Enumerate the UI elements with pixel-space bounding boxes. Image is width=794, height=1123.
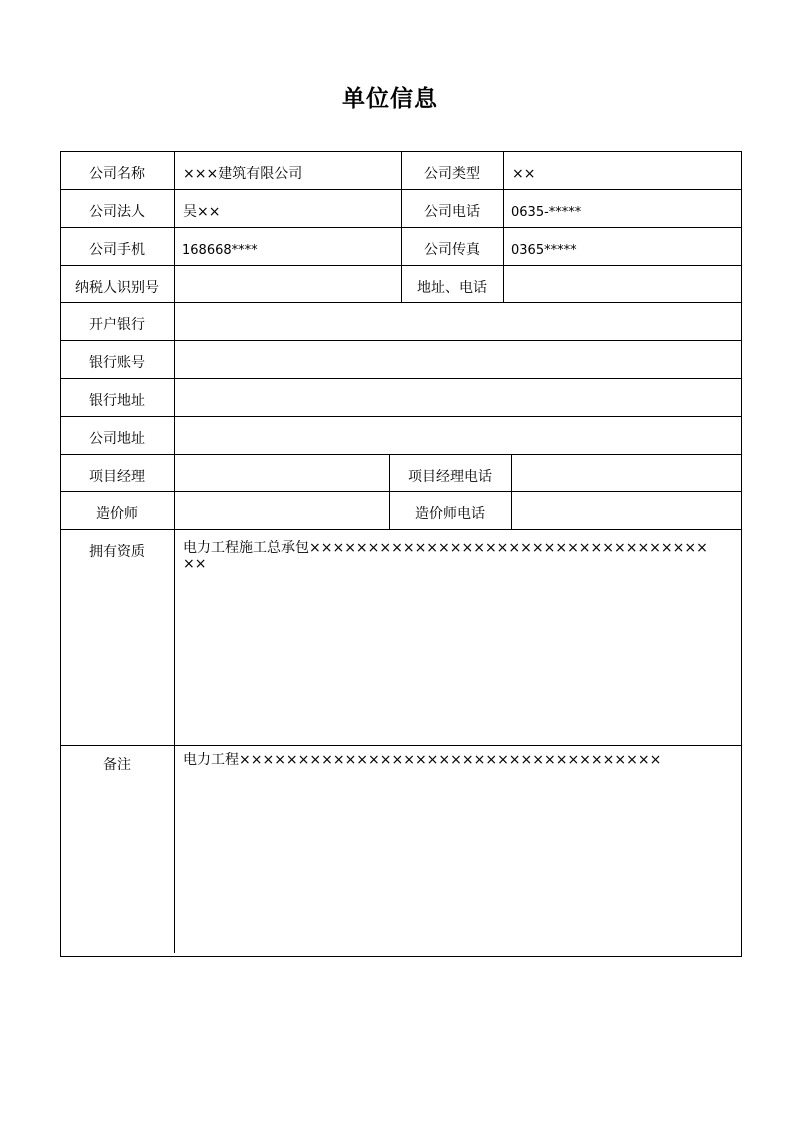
remarks-value: 电力工程×××××××××××××××××××××××××××××××××××× bbox=[183, 752, 662, 768]
company-phone-label: 公司电话 bbox=[424, 204, 480, 220]
row-divider bbox=[60, 529, 742, 530]
remarks-label: 备注 bbox=[103, 757, 131, 773]
company-fax-label: 公司传真 bbox=[424, 242, 480, 258]
company-name-value: ×××建筑有限公司 bbox=[183, 166, 303, 182]
column-divider bbox=[503, 151, 504, 302]
company-phone-value: 0635-***** bbox=[511, 205, 582, 220]
column-divider bbox=[174, 151, 175, 953]
row-divider bbox=[60, 491, 742, 492]
row-divider bbox=[60, 340, 742, 341]
row-divider bbox=[60, 416, 742, 417]
row-divider bbox=[60, 454, 742, 455]
company-info-form bbox=[60, 151, 742, 957]
legal-rep-label: 公司法人 bbox=[89, 204, 145, 220]
company-mobile-label: 公司手机 bbox=[89, 242, 145, 258]
company-type-label: 公司类型 bbox=[424, 166, 480, 182]
qualifications-label: 拥有资质 bbox=[89, 544, 145, 560]
bank-label: 开户银行 bbox=[89, 317, 145, 333]
taxpayer-id-label: 纳税人识别号 bbox=[75, 280, 159, 296]
row-divider bbox=[60, 302, 742, 303]
row-divider bbox=[60, 378, 742, 379]
cost-engineer-phone-label: 造价师电话 bbox=[415, 506, 485, 522]
row-divider bbox=[60, 745, 742, 746]
project-manager-label: 项目经理 bbox=[89, 469, 145, 485]
address-phone-label: 地址、电话 bbox=[417, 280, 487, 296]
bank-address-label: 银行地址 bbox=[89, 393, 145, 409]
cost-engineer-label: 造价师 bbox=[96, 506, 138, 522]
page-title: 单位信息 bbox=[342, 85, 438, 112]
column-divider bbox=[511, 454, 512, 529]
company-address-label: 公司地址 bbox=[89, 431, 145, 447]
legal-rep-value: 吴×× bbox=[183, 204, 221, 220]
qualifications-value: 电力工程施工总承包×××××××××××××××××××××××××××××××××××× bbox=[183, 540, 708, 572]
company-fax-value: 0365***** bbox=[511, 243, 577, 258]
company-type-value: ×× bbox=[512, 166, 536, 182]
bank-account-label: 银行账号 bbox=[89, 355, 145, 371]
project-manager-phone-label: 项目经理电话 bbox=[408, 469, 492, 485]
company-mobile-value: 168668**** bbox=[182, 243, 258, 258]
company-name-label: 公司名称 bbox=[89, 166, 145, 182]
